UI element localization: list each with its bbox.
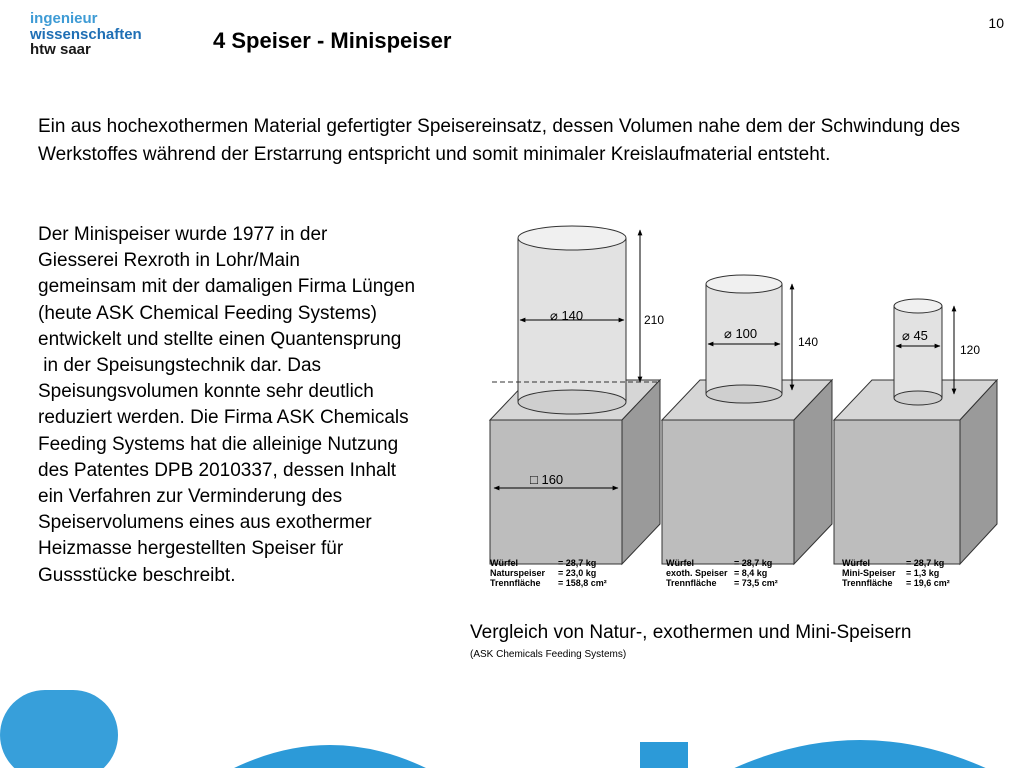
riser-exothermic xyxy=(662,275,832,588)
body-line: gemeinsam mit der damaligen Firma Lüngen xyxy=(38,276,416,298)
spec-value: = 1,3 kg xyxy=(906,568,940,578)
spec-label: Trennfläche xyxy=(842,578,893,588)
spec-value: = 19,6 cm² xyxy=(906,578,950,588)
height-label: 210 xyxy=(644,313,665,327)
cube-size-label: □ 160 xyxy=(530,472,564,487)
figure-caption-source: (ASK Chemicals Feeding Systems) xyxy=(470,649,627,660)
spec-value: = 158,8 cm² xyxy=(558,578,607,588)
spec-label: Trennfläche xyxy=(490,578,541,588)
deco-shape-arc-right xyxy=(730,740,990,768)
cylinder-3 xyxy=(894,299,942,405)
riser-comparison-figure xyxy=(482,222,1002,592)
spec-value: = 23,0 kg xyxy=(558,568,597,578)
logo-line-ingenieur: ingenieur xyxy=(30,10,98,27)
deco-shape-block xyxy=(640,742,688,768)
decorative-logo-shapes xyxy=(0,690,1024,768)
page-number: 10 xyxy=(988,15,1004,31)
slide-title: 4 Speiser - Minispeiser xyxy=(213,28,452,53)
cube-2 xyxy=(662,380,832,564)
deco-shape-arc xyxy=(230,745,430,768)
diameter-label: ⌀ 100 xyxy=(724,326,758,341)
spec-value: = 28,7 kg xyxy=(558,558,597,568)
spec-label: Naturspeiser xyxy=(490,568,546,578)
body-line: des Patentes DPB 2010337, dessen Inhalt xyxy=(38,459,397,481)
spec-label: Mini-Speiser xyxy=(842,568,896,578)
body-line: ein Verfahren zur Verminderung des xyxy=(38,486,343,508)
body-line: Der Minispeiser wurde 1977 in der xyxy=(38,224,328,245)
deco-shape-left xyxy=(0,690,118,768)
logo-line-wissenschaften: wissenschaften xyxy=(30,25,142,43)
spec-label: exoth. Speiser xyxy=(666,568,728,578)
height-label: 120 xyxy=(960,343,981,357)
diameter-label: ⌀ 140 xyxy=(550,308,584,323)
intro-paragraph: Ein aus hochexothermen Material gefertigter Speisereinsatz, dessen Volumen nahe dem der Schwindung des Werkstoffes während der Erstarrung entspricht und somit minimaler Kreislaufmaterial entsteht. xyxy=(38,116,961,165)
body-line: Giesserei Rexroth in Lohr/Main xyxy=(38,250,300,272)
riser-natural xyxy=(490,226,664,588)
figure-caption: Vergleich von Natur-, exothermen und Mini-Speisern xyxy=(470,622,912,643)
cube-3 xyxy=(834,380,997,564)
body-line: Feeding Systems hat die alleinige Nutzung xyxy=(38,433,399,455)
riser-mini xyxy=(834,299,997,588)
spec-value: = 73,5 cm² xyxy=(734,578,778,588)
body-line: in der Speisungstechnik dar. Das xyxy=(38,355,322,377)
spec-label: Würfel xyxy=(666,558,694,568)
body-line: Gussstücke beschreibt. xyxy=(38,564,236,586)
htw-saar-logo xyxy=(30,11,142,58)
spec-value: = 28,7 kg xyxy=(906,558,945,568)
body-line: entwickelt und stellte einen Quantensprung xyxy=(38,328,402,350)
spec-label: Würfel xyxy=(842,558,870,568)
spec-label: Würfel xyxy=(490,558,518,568)
body-line: Heizmasse hergestellten Speiser für xyxy=(38,538,344,560)
spec-label: Trennfläche xyxy=(666,578,717,588)
body-line: Speisungsvolumen konnte sehr deutlich xyxy=(38,381,374,403)
logo-line-htw-saar: htw saar xyxy=(30,41,91,58)
body-line: (heute ASK Chemical Feeding Systems) xyxy=(38,302,377,324)
diameter-label: ⌀ 45 xyxy=(902,328,928,343)
height-label: 140 xyxy=(798,335,819,349)
body-line: Speiservolumens eines aus exothermer xyxy=(38,512,372,534)
minispeiser-history-text xyxy=(38,222,508,589)
spec-value: = 28,7 kg xyxy=(734,558,773,568)
spec-value: = 8,4 kg xyxy=(734,568,768,578)
body-line: reduziert werden. Die Firma ASK Chemicals xyxy=(38,407,409,429)
